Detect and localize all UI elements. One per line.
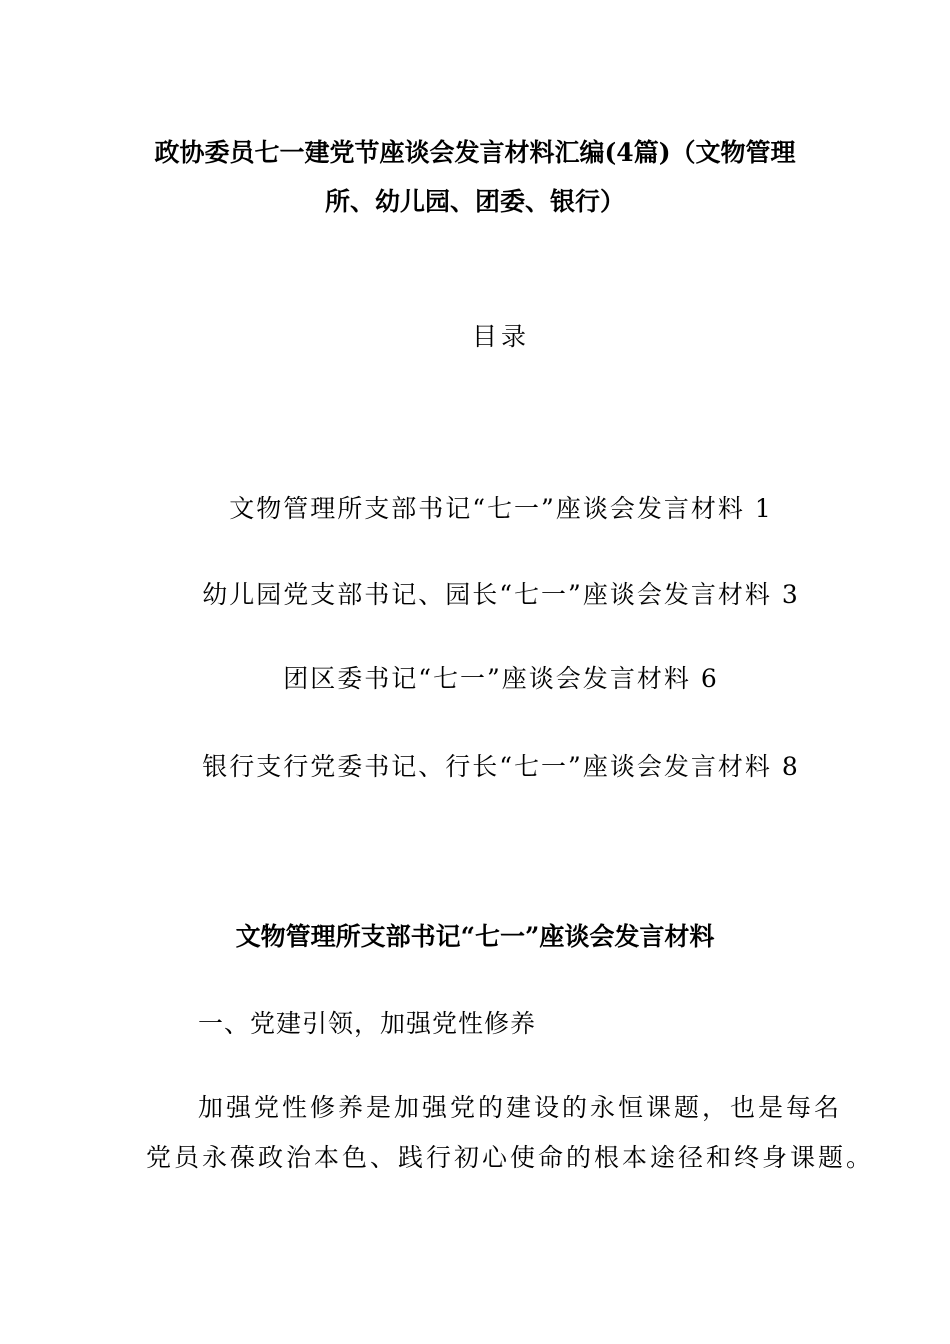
paragraph-line-1: 加强党性修养是加强党的建设的永恒课题，也是每名 [198,1093,843,1122]
toc-item-page: 1 [754,494,773,523]
toc-item[interactable] [0,494,950,524]
toc-item-page: 8 [781,752,800,781]
toc-item-label: 团区委书记“七一”座谈会发言材料 [283,664,691,693]
toc-item[interactable] [0,664,950,694]
toc-item[interactable] [0,752,950,782]
document-title-line-2: 所、幼儿园、团委、银行） [324,187,625,216]
toc-item[interactable] [0,580,950,610]
toc-item-label: 文物管理所支部书记“七一”座谈会发言材料 [229,494,745,523]
sub-heading: 一、党建引领，加强党性修养 [198,1009,537,1038]
toc-item-label: 幼儿园党支部书记、园长“七一”座谈会发言材料 [202,580,772,609]
toc-item-label: 银行支行党委书记、行长“七一”座谈会发言材料 [202,752,772,781]
toc-item-page: 6 [700,664,719,693]
paragraph-line-2: 党员永葆政治本色、践行初心使命的根本途径和终身课题。 [146,1143,875,1172]
toc-heading: 目录 [471,322,530,351]
section-title: 文物管理所支部书记“七一”座谈会发言材料 [235,922,715,951]
toc-item-page: 3 [781,580,800,609]
document-title-line-1: 政协委员七一建党节座谈会发言材料汇编(4篇)（文物管理 [154,138,796,167]
